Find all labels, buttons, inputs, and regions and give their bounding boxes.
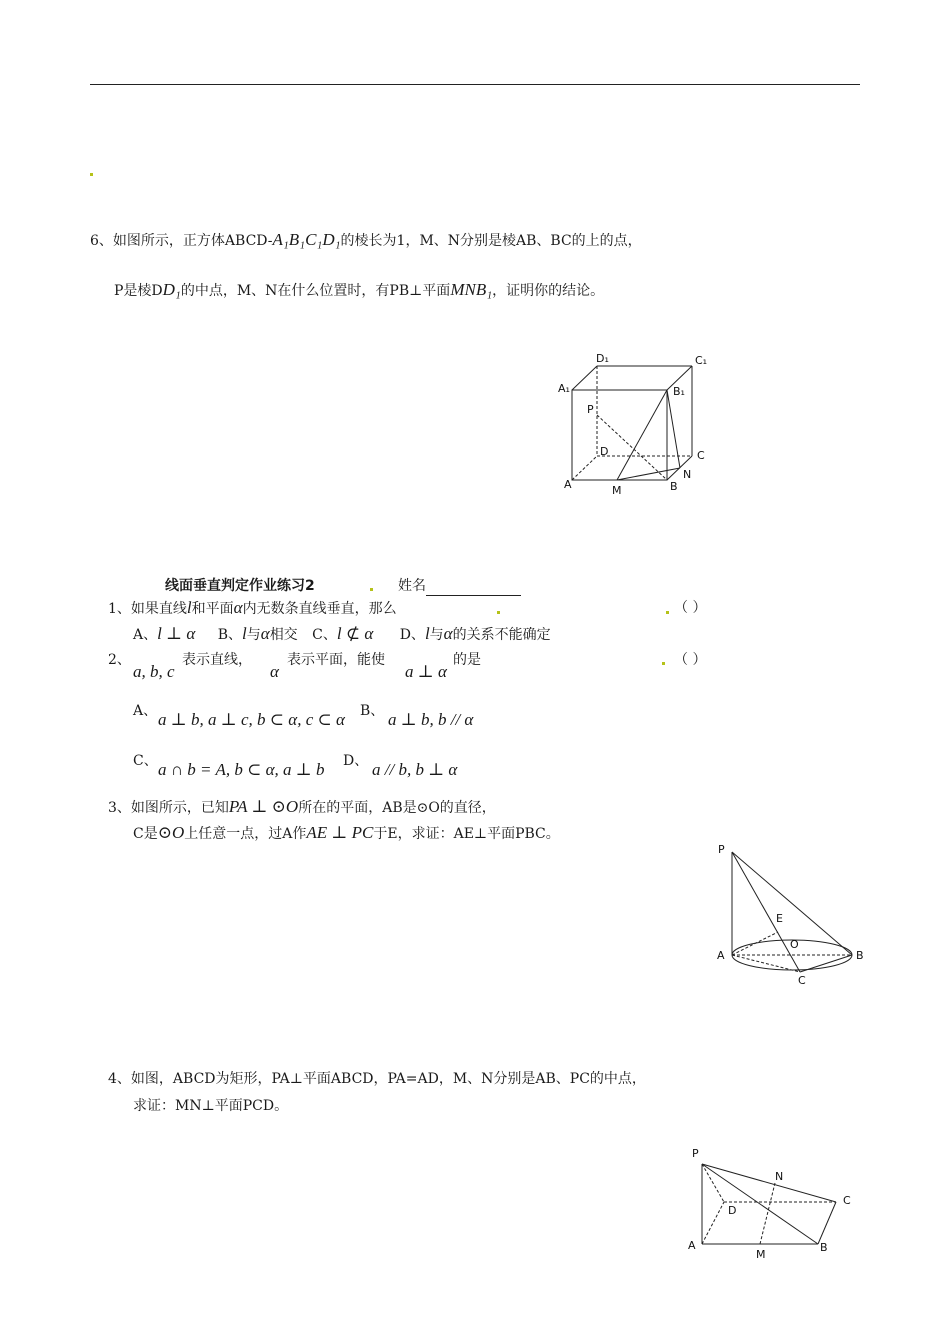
label-n: N bbox=[775, 1170, 784, 1183]
q6-text: P是棱D bbox=[114, 283, 163, 299]
stray-mark bbox=[370, 588, 373, 591]
label-a1: A₁ bbox=[558, 382, 570, 395]
q1-options bbox=[133, 624, 551, 645]
label-a: A bbox=[564, 478, 572, 491]
segment-mn bbox=[617, 468, 680, 480]
q6-text: 的棱长为1，M、N分别是棱AB、BC的上的点， bbox=[340, 233, 642, 249]
label-b: B bbox=[820, 1241, 828, 1254]
label-d1: D₁ bbox=[596, 352, 609, 365]
label-o: O bbox=[790, 938, 799, 951]
label-a: A bbox=[717, 949, 725, 962]
q2-option-c: C、 bbox=[133, 753, 158, 769]
homework-title-text: 线面垂直判定作业练习2 bbox=[165, 578, 315, 594]
q2-option-c-math: a ∩ b = A, b ⊂ α, a ⊥ b bbox=[158, 760, 325, 779]
q6-math-cube: A₁B₁C₁D₁ bbox=[272, 230, 341, 249]
homework-title bbox=[165, 576, 315, 596]
segment-bc bbox=[800, 955, 852, 972]
label-d: D bbox=[600, 445, 609, 458]
label-p: P bbox=[718, 843, 725, 856]
q6-math-plane: MNB₁ bbox=[450, 280, 493, 299]
q1-option-c-math: l ⊄ α bbox=[336, 624, 374, 643]
header-rule bbox=[90, 84, 860, 85]
q3-text: 于E，求证：AE⊥平面PBC。 bbox=[373, 826, 560, 842]
q3-line1 bbox=[108, 797, 496, 818]
q1-option-d-math: α bbox=[443, 624, 453, 643]
segment-ae bbox=[732, 932, 778, 955]
q2-text: 的是 bbox=[453, 652, 481, 668]
q1-option-b: B、 bbox=[217, 627, 243, 643]
q1-text: 内无数条直线垂直，那么 bbox=[242, 601, 397, 617]
segment-bc bbox=[818, 1202, 836, 1244]
q2-option-b-math: a ⊥ b, b // α bbox=[388, 710, 474, 729]
q6-line1 bbox=[90, 230, 642, 251]
q3-math: ⊙O bbox=[157, 823, 185, 842]
label-b1: B₁ bbox=[673, 385, 685, 398]
cube-edge bbox=[572, 366, 597, 390]
q1-text: 和平面 bbox=[191, 601, 234, 617]
q1-option-b-math: α bbox=[260, 624, 270, 643]
q6-perp-symbol: ⊥ bbox=[409, 283, 423, 299]
label-a: A bbox=[688, 1239, 696, 1252]
stray-mark bbox=[666, 611, 669, 614]
q4-line2: 求证：MN⊥平面PCD。 bbox=[133, 1098, 289, 1114]
q2-text: 表示直线， bbox=[182, 652, 252, 668]
q1-stem bbox=[108, 598, 397, 619]
q3-line2 bbox=[133, 823, 560, 844]
label-b: B bbox=[856, 949, 864, 962]
segment-pb bbox=[702, 1164, 818, 1244]
q1-option-a: A、 bbox=[133, 627, 158, 643]
q1-option-c: C、 bbox=[312, 627, 337, 643]
q1-answer-paren: （ ） bbox=[674, 600, 707, 616]
label-c1: C₁ bbox=[695, 354, 708, 367]
q2-math-abc: a, b, c bbox=[133, 662, 175, 681]
q1-text: 1、如果直线 bbox=[108, 601, 187, 617]
q3-text: 所在的平面，AB是⊙O的直径， bbox=[298, 800, 496, 816]
q3-math: AE ⊥ PC bbox=[306, 823, 374, 842]
segment-pc bbox=[732, 852, 800, 972]
stray-mark bbox=[497, 611, 500, 614]
label-p: P bbox=[692, 1147, 699, 1160]
cone-figure bbox=[712, 840, 872, 990]
pyramid-figure bbox=[680, 1140, 870, 1270]
stray-mark bbox=[90, 173, 93, 176]
q3-math: PA ⊥ ⊙O bbox=[228, 797, 299, 816]
stray-mark bbox=[662, 662, 665, 665]
name-field[interactable] bbox=[398, 576, 521, 596]
segment-mb1 bbox=[617, 390, 667, 480]
q6-text: 平面 bbox=[422, 283, 451, 299]
q1-math: α bbox=[233, 598, 243, 617]
q1-option-b-text: 相交 bbox=[269, 627, 298, 643]
q1-option-d: D、 bbox=[399, 627, 425, 643]
segment-pc bbox=[702, 1164, 836, 1202]
q2-option-a-math: a ⊥ b, a ⊥ c, b ⊂ α, c ⊂ α bbox=[158, 710, 345, 729]
q2-math-goal: a ⊥ α bbox=[405, 662, 447, 681]
label-n: N bbox=[683, 468, 692, 481]
q1-option-b-math: l bbox=[242, 624, 247, 643]
q3-text: C是 bbox=[133, 826, 158, 842]
q1-option-d-text: 的关系不能确定 bbox=[452, 627, 551, 643]
q1-math: l bbox=[186, 598, 192, 617]
label-e: E bbox=[776, 912, 783, 925]
segment-mn bbox=[760, 1183, 775, 1244]
q6-text: 6、如图所示，正方体ABCD- bbox=[90, 233, 273, 249]
q6-line2 bbox=[114, 280, 604, 301]
name-label: 姓名 bbox=[398, 578, 426, 594]
q3-text: 3、如图所示，已知 bbox=[108, 800, 229, 816]
label-b: B bbox=[670, 480, 678, 493]
label-c: C bbox=[843, 1194, 851, 1207]
q2-option-d: D、 bbox=[343, 753, 369, 769]
segment-ad bbox=[702, 1202, 724, 1244]
q2-math-alpha: α bbox=[270, 662, 279, 681]
label-d: D bbox=[728, 1204, 737, 1217]
q6-text: 的中点，M、N在什么位置时，有PB bbox=[180, 283, 410, 299]
q2-text: 表示平面，能使 bbox=[287, 652, 385, 668]
q2-option-d-math: a // b, b ⊥ α bbox=[372, 760, 458, 779]
q1-option-b-text: 与 bbox=[246, 627, 261, 643]
q2-num: 2、 bbox=[108, 652, 131, 668]
q2-answer-paren: （ ） bbox=[674, 652, 707, 668]
q2-option-b: B、 bbox=[360, 703, 385, 719]
q2-option-a: A、 bbox=[133, 703, 158, 719]
label-m: M bbox=[756, 1248, 766, 1261]
label-c: C bbox=[798, 974, 806, 987]
label-c: C bbox=[697, 449, 705, 462]
q6-text: ，证明你的结论。 bbox=[492, 283, 605, 299]
q1-option-a-math: l ⊥ α bbox=[157, 624, 196, 643]
cube-figure bbox=[550, 345, 720, 505]
q3-text: 上任意一点，过A作 bbox=[184, 826, 307, 842]
name-blank[interactable] bbox=[426, 579, 521, 596]
q6-math-d1: D₁ bbox=[162, 280, 181, 299]
q1-option-d-text: 与 bbox=[429, 627, 444, 643]
q4-line1: 4、如图，ABCD为矩形，PA⊥平面ABCD，PA=AD，M、N分别是AB、PC的中点， bbox=[108, 1071, 646, 1087]
label-p: P bbox=[587, 403, 594, 416]
q1-option-d-math: l bbox=[424, 624, 430, 643]
hidden-edge bbox=[572, 456, 597, 480]
label-m: M bbox=[612, 484, 622, 497]
